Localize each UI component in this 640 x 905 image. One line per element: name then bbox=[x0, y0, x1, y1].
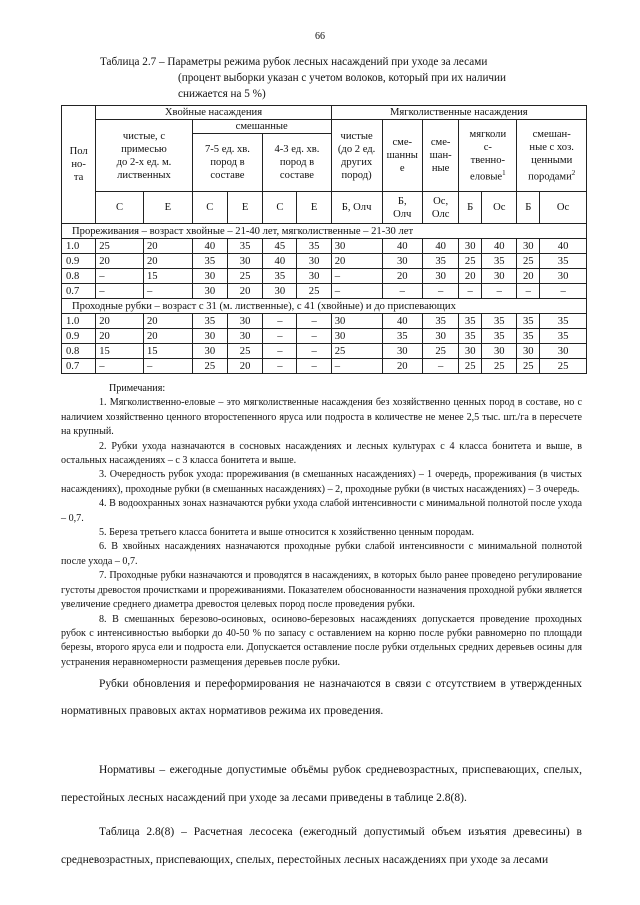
note-item: 1. Мягколиственно-еловые – это мягколиственные насаждения без хозяйственно ценных пород в составе, но с наличием хозяйственно ценного второстепенного яруса или подроста в количестве не менее 2,5 тыс. шт./га в пересчете на крупный. bbox=[61, 397, 582, 438]
table-cell: 30 bbox=[263, 284, 297, 299]
table-cell: 30 bbox=[331, 239, 382, 254]
note-item: 3. Очередность рубок ухода: прореживания (в смешанных насаждениях) – 1 очередь, прореживания (в чистых насаждениях), проходные рубки (в смешанных насаждениях) – 2, проходные рубки (в чистых насаждениях) – 3 очередь. bbox=[61, 469, 582, 495]
density-cell: 0.7 bbox=[62, 359, 96, 374]
header-4-3-units: 4-3 ед. хв. пород в составе bbox=[263, 134, 331, 192]
table-row bbox=[62, 254, 587, 269]
table-cell: 35 bbox=[517, 329, 540, 344]
table-cell: – bbox=[263, 359, 297, 374]
sub-header: Б bbox=[459, 192, 482, 224]
table-cell: – bbox=[482, 284, 517, 299]
table-cell: 20 bbox=[96, 329, 144, 344]
notes bbox=[61, 382, 582, 670]
table-cell: 25 bbox=[517, 359, 540, 374]
table-cell: 20 bbox=[331, 254, 382, 269]
header-soft-spruce: мягколи с- твенно- еловые$^1$ bbox=[459, 120, 517, 192]
table-cell: 30 bbox=[482, 344, 517, 359]
table-cell: 40 bbox=[263, 254, 297, 269]
table-cell: – bbox=[297, 314, 331, 329]
sub-header: Ос, Олс bbox=[422, 192, 458, 224]
table-cell: – bbox=[263, 314, 297, 329]
table-row bbox=[62, 269, 587, 284]
table-cell: – bbox=[143, 359, 192, 374]
sub-header: Ос bbox=[540, 192, 587, 224]
table-cell: 20 bbox=[227, 359, 262, 374]
sub-header: Ос bbox=[482, 192, 517, 224]
table-cell: 35 bbox=[192, 254, 227, 269]
table-cell: – bbox=[459, 284, 482, 299]
header-density: Пол но- та bbox=[62, 106, 96, 224]
sub-header: Е bbox=[143, 192, 192, 224]
table-cell: 20 bbox=[143, 254, 192, 269]
table-cell: 30 bbox=[540, 344, 587, 359]
table-cell: 20 bbox=[96, 254, 144, 269]
table-cell: 40 bbox=[382, 239, 422, 254]
density-cell: 0.8 bbox=[62, 344, 96, 359]
header-mixed-valuable: смешан- ные с хоз. ценными породами$^2$ bbox=[517, 120, 587, 192]
table-cell: 25 bbox=[297, 284, 331, 299]
table-cell: 35 bbox=[540, 329, 587, 344]
table-cell: 35 bbox=[459, 329, 482, 344]
table-cell: 25 bbox=[227, 269, 262, 284]
table-cell: 35 bbox=[422, 254, 458, 269]
table-cell: 40 bbox=[382, 314, 422, 329]
paragraph-renewal: Рубки обновления и переформирования не назначаются в связи с отсутствием в утвержденных нормативных правовых актах нормативов режима их проведения. bbox=[61, 678, 582, 717]
table-row bbox=[62, 344, 587, 359]
note-item: 5. Береза третьего класса бонитета и выше относится к хозяйственно ценным породам. bbox=[99, 527, 475, 539]
table-cell: 20 bbox=[382, 269, 422, 284]
table-cell: 35 bbox=[482, 254, 517, 269]
table-cell: 25 bbox=[459, 254, 482, 269]
table-cell: 40 bbox=[540, 239, 587, 254]
table-cell: 25 bbox=[517, 254, 540, 269]
table-cell: 30 bbox=[382, 254, 422, 269]
header-mixed: смешанные bbox=[192, 120, 331, 134]
table-row bbox=[62, 239, 587, 254]
table-cell: 20 bbox=[143, 314, 192, 329]
table-cell: – bbox=[331, 284, 382, 299]
sub-header: Б, Олч bbox=[331, 192, 382, 224]
section-thinning: Прореживания – возраст хвойные – 21-40 лет, мягколиственные – 21-30 лет bbox=[62, 224, 587, 239]
header-softwood: Мягколиственные насаждения bbox=[331, 106, 586, 120]
table-cell: 20 bbox=[143, 329, 192, 344]
sub-header: Б, Олч bbox=[382, 192, 422, 224]
table-cell: 30 bbox=[517, 239, 540, 254]
density-cell: 0.9 bbox=[62, 329, 96, 344]
sub-header: Б bbox=[517, 192, 540, 224]
note-item: 6. В хвойных насаждениях назначаются проходные рубки слабой интенсивности с минимальной полнотой после ухода – 0,7. bbox=[61, 541, 582, 567]
table-cell: 15 bbox=[143, 269, 192, 284]
sub-header: Е bbox=[297, 192, 331, 224]
table-cell: 15 bbox=[143, 344, 192, 359]
table-cell: 25 bbox=[459, 359, 482, 374]
caption-line-1: Таблица 2.7 – Параметры режима рубок лесных насаждений при уходе за лесами bbox=[100, 56, 488, 68]
header-pure-coniferous: чистые, с примесью до 2-х ед. м. лиственных bbox=[96, 120, 192, 192]
table-cell: 30 bbox=[331, 329, 382, 344]
table-caption bbox=[100, 54, 580, 102]
paragraph-table-2-8: Таблица 2.8(8) – Расчетная лесосека (ежегодный допустимый объем изъятия древесины) в средневозрастных, приспевающих, спелых, перестойных лесных насаждениях при уходе за лесами bbox=[61, 826, 582, 866]
table-cell: – bbox=[96, 284, 144, 299]
table-row bbox=[62, 329, 587, 344]
sub-header: С bbox=[96, 192, 144, 224]
table-cell: 30 bbox=[540, 269, 587, 284]
table-cell: 30 bbox=[459, 239, 482, 254]
table-cell: 25 bbox=[192, 359, 227, 374]
table-cell: 35 bbox=[382, 329, 422, 344]
table-cell: 45 bbox=[263, 239, 297, 254]
sub-header: Е bbox=[227, 192, 262, 224]
table-cell: 20 bbox=[517, 269, 540, 284]
table-cell: 35 bbox=[540, 314, 587, 329]
table-cell: – bbox=[143, 284, 192, 299]
table-cell: 30 bbox=[192, 284, 227, 299]
logging-parameters-table bbox=[61, 105, 587, 374]
table-cell: 20 bbox=[382, 359, 422, 374]
table-cell: 30 bbox=[192, 344, 227, 359]
table-cell: 20 bbox=[459, 269, 482, 284]
note-item: 4. В водоохранных зонах назначаются рубки ухода слабой интенсивности с минимальной полнотой после ухода – 0,7. bbox=[61, 498, 582, 524]
table-cell: – bbox=[331, 359, 382, 374]
table-cell: 35 bbox=[297, 239, 331, 254]
table-cell: – bbox=[517, 284, 540, 299]
table-cell: – bbox=[96, 359, 144, 374]
table-cell: – bbox=[422, 359, 458, 374]
note-item: 7. Проходные рубки назначаются и проводятся в насаждениях, в которых было ранее проведено регулирование густоты древостоя прочистками и прореживаниями. Показателем обоснованности назначения проходной рубки является увеличение среднего диаметра древостоя целевых пород после проведения рубки. bbox=[61, 570, 582, 611]
table-cell: – bbox=[297, 359, 331, 374]
density-cell: 0.7 bbox=[62, 284, 96, 299]
table-cell: – bbox=[422, 284, 458, 299]
density-cell: 0.8 bbox=[62, 269, 96, 284]
table-cell: – bbox=[263, 344, 297, 359]
table-cell: 35 bbox=[540, 254, 587, 269]
header-coniferous: Хвойные насаждения bbox=[96, 106, 331, 120]
header-soft-mixed-2: сме- шан- ные bbox=[422, 120, 458, 192]
caption-line-3: снижается на 5 %) bbox=[178, 88, 266, 100]
table-cell: 15 bbox=[96, 344, 144, 359]
table-cell: 35 bbox=[482, 314, 517, 329]
table-cell: 35 bbox=[482, 329, 517, 344]
table-cell: 30 bbox=[459, 344, 482, 359]
table-cell: 30 bbox=[192, 329, 227, 344]
density-cell: 1.0 bbox=[62, 239, 96, 254]
density-cell: 1.0 bbox=[62, 314, 96, 329]
table-cell: – bbox=[297, 329, 331, 344]
table-cell: 25 bbox=[540, 359, 587, 374]
table-cell: 30 bbox=[297, 269, 331, 284]
table-cell: – bbox=[263, 329, 297, 344]
table-cell: 30 bbox=[192, 269, 227, 284]
table-row bbox=[62, 284, 587, 299]
table-cell: 35 bbox=[263, 269, 297, 284]
table-cell: 30 bbox=[382, 344, 422, 359]
table-row bbox=[62, 314, 587, 329]
section-passage-cuttings: Проходные рубки – возраст с 31 (м. лиственные), с 41 (хвойные) и до приспевающих bbox=[62, 299, 587, 314]
table-cell: 30 bbox=[517, 344, 540, 359]
table-cell: – bbox=[540, 284, 587, 299]
header-soft-mixed-1: сме- шанны е bbox=[382, 120, 422, 192]
table-cell: 35 bbox=[422, 314, 458, 329]
table-cell: – bbox=[382, 284, 422, 299]
table-row bbox=[62, 359, 587, 374]
table-cell: – bbox=[331, 269, 382, 284]
table-cell: – bbox=[96, 269, 144, 284]
table-cell: 40 bbox=[192, 239, 227, 254]
notes-title: Примечания: bbox=[109, 383, 166, 394]
table-cell: 30 bbox=[227, 329, 262, 344]
density-cell: 0.9 bbox=[62, 254, 96, 269]
table-cell: 25 bbox=[482, 359, 517, 374]
table-cell: 35 bbox=[517, 314, 540, 329]
header-soft-pure: чистые (до 2 ед. других пород) bbox=[331, 120, 382, 192]
table-cell: 35 bbox=[227, 239, 262, 254]
caption-line-2: (процент выборки указан с учетом волоков, который при их наличии bbox=[178, 72, 507, 84]
table-cell: – bbox=[297, 344, 331, 359]
table-cell: 20 bbox=[227, 284, 262, 299]
table-cell: 25 bbox=[331, 344, 382, 359]
table-cell: 30 bbox=[227, 254, 262, 269]
note-item: 2. Рубки ухода назначаются в сосновых насаждениях и лесных культурах с 4 класса бонитета и выше, в остальных насаждениях – с 3 класса бонитета и выше. bbox=[61, 440, 582, 467]
table-cell: 25 bbox=[422, 344, 458, 359]
table-cell: 20 bbox=[143, 239, 192, 254]
table-cell: 35 bbox=[459, 314, 482, 329]
sub-header: С bbox=[263, 192, 297, 224]
sub-header: С bbox=[192, 192, 227, 224]
table-cell: 30 bbox=[422, 269, 458, 284]
table-cell: 30 bbox=[297, 254, 331, 269]
table-cell: 30 bbox=[331, 314, 382, 329]
table-cell: 40 bbox=[422, 239, 458, 254]
header-7-5-units: 7-5 ед. хв. пород в составе bbox=[192, 134, 263, 192]
table-cell: 30 bbox=[227, 314, 262, 329]
table-cell: 40 bbox=[482, 239, 517, 254]
page-number: 66 bbox=[315, 31, 325, 42]
table-cell: 20 bbox=[96, 314, 144, 329]
table-cell: 30 bbox=[422, 329, 458, 344]
table-cell: 25 bbox=[96, 239, 144, 254]
table-cell: 25 bbox=[227, 344, 262, 359]
table-cell: 35 bbox=[192, 314, 227, 329]
note-item: 8. В смешанных березово-осиновых, осиново-березовых насаждениях допускается проведение проходных рубок с интенсивностью выборки до 40-50 % по запасу с оставлением на корню после рубки равномерно по площади березы, второго яруса ели и подроста ели. Допускается оставление после рубки отдельных средних деревьев осины для устранения неравномерности размещения деревьев после рубки. bbox=[61, 613, 582, 668]
paragraph-norms: Нормативы – ежегодные допустимые объёмы рубок средневозрастных, приспевающих, спелых, перестойных лесных насаждений при уходе за лесами приведены в таблице 2.8(8). bbox=[61, 764, 582, 804]
table-cell: 30 bbox=[482, 269, 517, 284]
